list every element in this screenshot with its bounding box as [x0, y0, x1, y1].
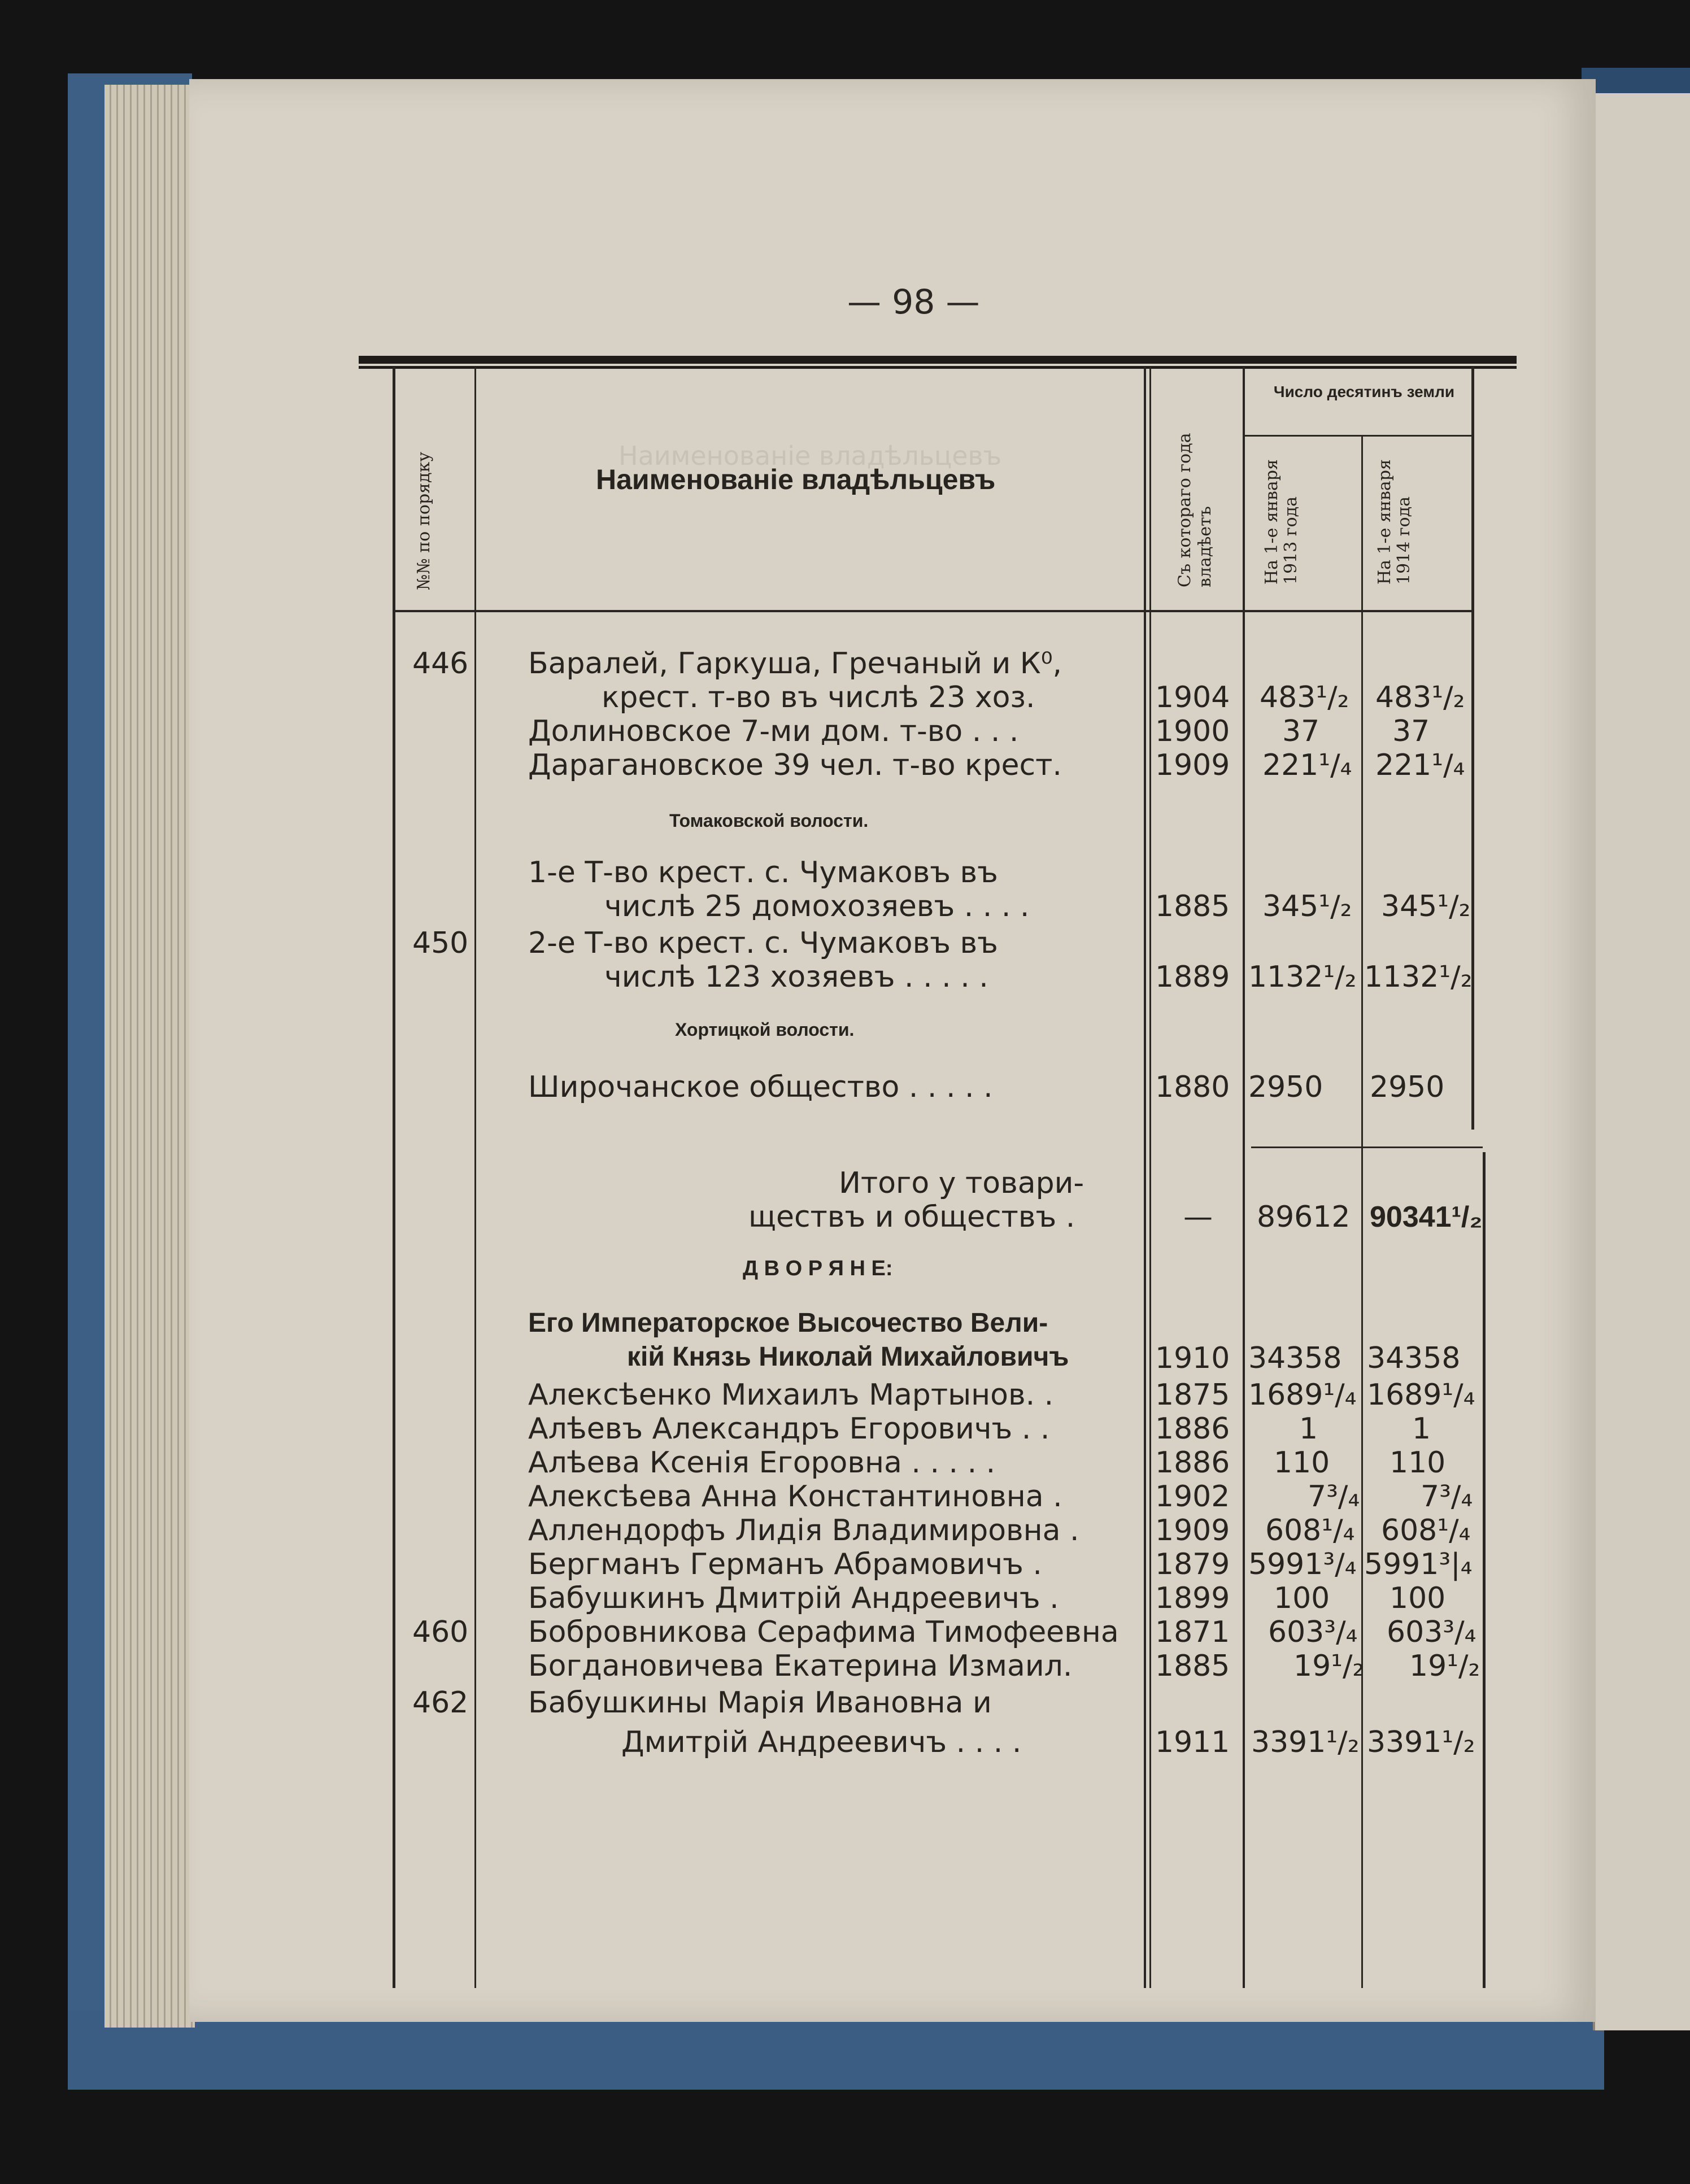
header-owner-name: Наименованіе владѣльцевъ — [596, 464, 996, 495]
value-1913: 34358 — [1248, 1341, 1342, 1375]
row-number: 450 — [412, 926, 469, 960]
year-cell: 1899 — [1155, 1581, 1230, 1615]
value-1914: 608¹/₄ — [1381, 1514, 1471, 1547]
value-1914: 483¹/₂ — [1375, 681, 1465, 714]
col-divider-1913 — [1361, 435, 1363, 1988]
value-1913: 100 — [1274, 1581, 1330, 1615]
value-1913: 603³/₄ — [1268, 1615, 1358, 1649]
subtotal-rule — [1251, 1147, 1483, 1148]
year-cell: 1909 — [1155, 1514, 1230, 1547]
header-1913: На 1-е января 1913 года — [1262, 459, 1301, 585]
owner-name: Бабушкинъ Дмитрій Андреевичъ . — [528, 1581, 1059, 1615]
value-1914: 603³/₄ — [1387, 1615, 1476, 1649]
book-page — [189, 79, 1596, 2022]
value-1914: 3391¹/₂ — [1367, 1725, 1475, 1759]
value-1914: 19¹/₂ — [1409, 1649, 1480, 1683]
value-1914: 1 — [1412, 1412, 1431, 1446]
owner-name: Долиновское 7-ми дом. т-во . . . — [528, 714, 1019, 748]
value-1914: 34358 — [1367, 1341, 1461, 1375]
owner-name-cont: крест. т-во въ числѣ 23 хоз. — [602, 681, 1035, 714]
value-1913: 483¹/₂ — [1260, 681, 1349, 714]
table-right-border-lower — [1483, 1152, 1486, 1988]
header-since-year: Съ котораго года владѣетъ — [1175, 433, 1215, 587]
year-cell: 1879 — [1155, 1547, 1230, 1581]
value-1913: 221¹/₄ — [1262, 748, 1352, 782]
owner-name: Дарагановское 39 чел. т-во крест. — [528, 748, 1062, 782]
page-number: — 98 — — [847, 282, 980, 322]
owner-name: 1-е Т-во крест. с. Чумаковъ въ — [528, 856, 998, 890]
value-1914: 221¹/₄ — [1375, 748, 1465, 782]
owner-name: 2-е Т-во крест. с. Чумаковъ въ — [528, 926, 998, 960]
value-1914: 7³/₄ — [1421, 1480, 1473, 1514]
value-1913: 1132¹/₂ — [1248, 960, 1357, 994]
year-cell: 1900 — [1155, 714, 1230, 748]
header-number: №№ по порядку — [414, 452, 434, 590]
owner-name: Его Императорское Высочество Вели- — [528, 1308, 1048, 1338]
value-1913: 19¹/₂ — [1293, 1649, 1365, 1683]
value-1914: 345¹/₂ — [1381, 890, 1471, 923]
owner-name: Алѣевъ Александръ Егоровичъ . . — [528, 1412, 1050, 1446]
value-1914: 110 — [1390, 1446, 1446, 1480]
owner-name: Аллендорфъ Лидія Владимировна . — [528, 1514, 1079, 1547]
owner-name: Бергманъ Германъ Абрамовичъ . — [528, 1547, 1042, 1581]
year-cell: 1886 — [1155, 1412, 1230, 1446]
section-heading: Д В О Р Я Н Е: — [743, 1257, 893, 1280]
owner-name-cont: числѣ 123 хозяевъ . . . . . — [604, 960, 988, 994]
value-1913: 3391¹/₂ — [1251, 1725, 1360, 1759]
owner-name: Баралей, Гаркуша, Гречаный и К⁰, — [528, 647, 1062, 681]
table-right-border-upper — [1471, 367, 1474, 1130]
value-1914: 1132¹/₂ — [1364, 960, 1473, 994]
total-year: — — [1183, 1200, 1213, 1234]
value-1914: 1689¹/₄ — [1367, 1378, 1475, 1412]
total-label: Итого у товари- — [839, 1166, 1084, 1200]
year-cell: 1889 — [1155, 960, 1230, 994]
top-rule — [359, 356, 1517, 364]
total-1914: 90341¹/₂ — [1370, 1201, 1483, 1233]
owner-name: Алѣева Ксенія Егоровна . . . . . — [528, 1446, 996, 1480]
header-desyatins: Число десятинъ земли — [1273, 383, 1455, 400]
header-bottom-rule — [393, 610, 1474, 612]
year-cell: 1911 — [1155, 1725, 1230, 1759]
page-stack-edges — [104, 85, 195, 2028]
value-1914: 100 — [1390, 1581, 1446, 1615]
year-cell: 1871 — [1155, 1615, 1230, 1649]
value-1914: 2950 — [1370, 1070, 1445, 1104]
value-1913: 2950 — [1248, 1070, 1323, 1104]
owner-name: Бобровникова Серафима Тимофеевна — [528, 1615, 1119, 1649]
owner-name: Бабушкины Марія Ивановна и — [528, 1686, 992, 1720]
year-cell: 1886 — [1155, 1446, 1230, 1480]
value-1913: 37 — [1282, 714, 1320, 748]
row-number: 462 — [412, 1686, 469, 1720]
value-1913: 110 — [1274, 1446, 1330, 1480]
value-1913: 1689¹/₄ — [1248, 1378, 1357, 1412]
owner-name: Алексѣева Анна Константиновна . — [528, 1480, 1062, 1514]
value-1914: 5991³|₄ — [1364, 1547, 1473, 1581]
value-1913: 345¹/₂ — [1262, 890, 1352, 923]
value-1913: 5991³/₄ — [1248, 1547, 1357, 1581]
year-cell: 1902 — [1155, 1480, 1230, 1514]
total-1913: 89612 — [1257, 1200, 1351, 1234]
value-1914: 37 — [1392, 714, 1430, 748]
year-cell: 1909 — [1155, 748, 1230, 782]
row-number: 460 — [412, 1615, 469, 1649]
owner-name-cont: Дмитрій Андреевичъ . . . . — [621, 1725, 1022, 1759]
year-cell: 1885 — [1155, 890, 1230, 923]
year-cell: 1904 — [1155, 681, 1230, 714]
owner-name: Широчанское общество . . . . . — [528, 1070, 993, 1104]
bleed-through: Наименованіе владѣльцевъ — [618, 441, 1002, 471]
owner-name-cont: кій Князь Николай Михайловичъ — [627, 1342, 1069, 1372]
value-1913: 1 — [1299, 1412, 1318, 1446]
top-rule-thin — [359, 366, 1517, 369]
year-cell: 1880 — [1155, 1070, 1230, 1104]
owner-name: Алексѣенко Михаилъ Мартынов. . — [528, 1378, 1054, 1412]
value-1913: 7³/₄ — [1308, 1480, 1360, 1514]
section-heading: Томаковской волости. — [669, 810, 869, 831]
row-number: 446 — [412, 647, 469, 681]
year-cell: 1875 — [1155, 1378, 1230, 1412]
year-cell: 1885 — [1155, 1649, 1230, 1683]
value-1913: 608¹/₄ — [1265, 1514, 1355, 1547]
facing-page — [1593, 93, 1690, 2030]
section-heading: Хортицкой волости. — [675, 1019, 855, 1040]
book-cover-bottom — [68, 2011, 1604, 2090]
header-1914: На 1-е января 1914 года — [1375, 459, 1414, 585]
owner-name-cont: числѣ 25 домохозяевъ . . . . — [604, 890, 1030, 923]
year-cell: 1910 — [1155, 1341, 1230, 1375]
total-label-cont: ществъ и обществъ . — [748, 1200, 1075, 1234]
header-sub-rule — [1243, 435, 1471, 437]
owner-name: Богдановичева Екатерина Измаил. — [528, 1649, 1073, 1683]
